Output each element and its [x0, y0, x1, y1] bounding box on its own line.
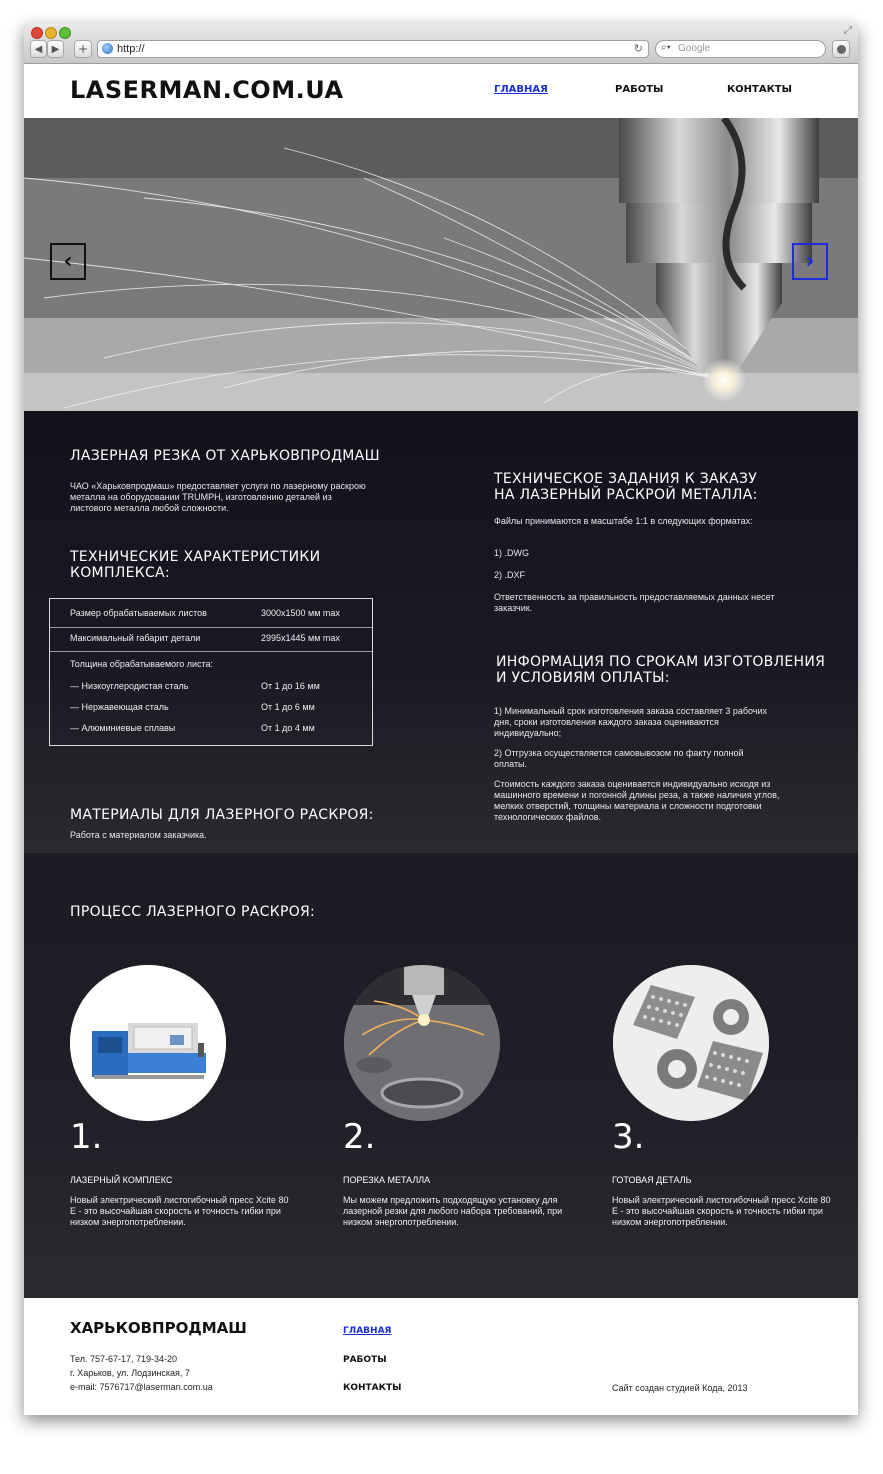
spec-value: 2995х1445 мм max — [261, 633, 340, 643]
step-description: Новый электрический листогибочный пресс Xcite 80 E - это высочайшая скорость и точность гибки при низком энергопотреблении. — [70, 1195, 289, 1227]
format-item: 1) .DWG — [494, 548, 529, 558]
footer-link-contacts[interactable]: КОНТАКТЫ — [343, 1383, 402, 1393]
cutting-illustration — [344, 965, 500, 1121]
step-image-laser-complex — [70, 965, 226, 1121]
hero-slider — [24, 118, 858, 411]
thickness-label: — Низкоуглеродистая сталь — [70, 681, 189, 691]
search-placeholder[interactable]: Google — [678, 43, 711, 54]
process-section — [24, 853, 858, 1298]
footer-credit: Сайт создан студией Кода, 2013 — [612, 1383, 748, 1393]
add-tab-button[interactable]: + — [74, 40, 92, 58]
slider-prev-button[interactable]: ‹ — [50, 243, 86, 280]
step-number: 3. — [612, 1117, 645, 1157]
thickness-value: От 1 до 16 мм — [261, 681, 320, 691]
slider-next-button[interactable]: › — [792, 243, 828, 280]
intro-text: ЧАО «Харьковпродмаш» предоставляет услуги по лазерному раскрою металла на оборудовании TRUMPH, изготовлению деталей из листового металла любой сложности. — [70, 481, 366, 513]
terms-p3: Стоимость каждого заказа оценивается индивидуально исходя из машинного времени и погонной длины реза, а также наличия углов, мелких отверстий, толщины материала и сложности подготовки технологических файлов. — [494, 779, 780, 822]
address-bar[interactable] — [97, 40, 649, 58]
step-number: 1. — [70, 1117, 103, 1157]
site-footer — [24, 1298, 858, 1415]
tech-text: Файлы принимаются в масштабе 1:1 в следующих форматах: — [494, 516, 753, 526]
search-field[interactable] — [655, 40, 826, 58]
spec-divider — [50, 627, 372, 628]
forward-button[interactable]: ▶ — [47, 40, 64, 58]
tech-title: ТЕХНИЧЕСКОЕ ЗАДАНИЯ К ЗАКАЗУ НА ЛАЗЕРНЫЙ РАСКРОЙ МЕТАЛЛА: — [494, 471, 758, 503]
minimize-window-icon[interactable] — [45, 27, 57, 39]
step-number: 2. — [343, 1117, 376, 1157]
site-header — [24, 64, 858, 118]
nav-link-works[interactable]: РАБОТЫ — [615, 84, 664, 95]
download-icon — [837, 45, 846, 54]
thickness-label: — Нержавеющая сталь — [70, 702, 169, 712]
spec-value: 3000х1500 мм max — [261, 608, 340, 618]
terms-title: ИНФОРМАЦИЯ ПО СРОКАМ ИЗГОТОВЛЕНИЯ И УСЛОВИЯМ ОПЛАТЫ: — [496, 654, 826, 686]
browser-toolbar — [24, 23, 858, 64]
site-logo[interactable]: LASERMAN.COM.UA — [70, 76, 344, 104]
specs-title: ТЕХНИЧЕСКИЕ ХАРАКТЕРИСТИКИ КОМПЛЕКСА: — [70, 549, 321, 581]
thickness-label: — Алюминиевые сплавы — [70, 723, 176, 733]
globe-icon — [102, 43, 113, 54]
close-window-icon[interactable] — [31, 27, 43, 39]
specs-table — [49, 598, 373, 746]
url-text[interactable]: http:// — [117, 43, 145, 55]
back-button[interactable]: ◀ — [30, 40, 47, 58]
terms-p2: 2) Отгрузка осуществляется самовывозом по факту полной оплаты. — [494, 748, 744, 769]
fullscreen-icon[interactable]: ⤢ — [844, 25, 852, 36]
step-image-cutting — [344, 965, 500, 1121]
spec-label: Размер обрабатываемых листов — [70, 608, 207, 618]
metal-parts-illustration — [613, 965, 769, 1121]
search-icon: ⌕▾ — [661, 42, 671, 53]
footer-company: ХАРЬКОВПРОДМАШ — [70, 1319, 247, 1337]
reload-icon[interactable]: ↻ — [633, 43, 643, 55]
laser-cutting-image — [24, 118, 858, 411]
thickness-value: От 1 до 6 мм — [261, 702, 315, 712]
process-title: ПРОЦЕСС ЛАЗЕРНОГО РАСКРОЯ: — [70, 904, 316, 920]
materials-text: Работа с материалом заказчика. — [70, 830, 207, 840]
footer-link-home[interactable]: ГЛАВНАЯ — [343, 1326, 392, 1336]
footer-phone: Тел. 757-67-17, 719-34-20 — [70, 1354, 178, 1364]
footer-link-works[interactable]: РАБОТЫ — [343, 1355, 387, 1365]
step-description: Новый электрический листогибочный пресс Xcite 80 E - это высочайшая скорость и точность гибки при низком энергопотреблении. — [612, 1195, 831, 1227]
info-section — [24, 411, 858, 853]
nav-link-home[interactable]: ГЛАВНАЯ — [494, 84, 548, 95]
materials-title: МАТЕРИАЛЫ ДЛЯ ЛАЗЕРНОГО РАСКРОЯ: — [70, 807, 374, 823]
zoom-window-icon[interactable] — [59, 27, 71, 39]
step-description: Мы можем предложить подходящую установку для лазерной резки для любого набора требований, при низком энергопотреблении. — [343, 1195, 563, 1227]
format-item: 2) .DXF — [494, 570, 526, 580]
browser-window — [24, 23, 858, 1415]
thickness-label: Толщина обрабатываемого листа: — [70, 659, 214, 669]
tech-note: Ответственность за правильность предоставляемых данных несет заказчик. — [494, 592, 775, 613]
footer-email[interactable]: e-mail: 7576717@laserman.com.ua — [70, 1382, 213, 1392]
laser-machine-illustration — [70, 965, 226, 1121]
step-caption: ПОРЕЗКА МЕТАЛЛА — [343, 1175, 431, 1185]
downloads-button[interactable] — [832, 40, 850, 58]
step-image-finished-part — [613, 965, 769, 1121]
nav-link-contacts[interactable]: КОНТАКТЫ — [727, 84, 792, 95]
spec-divider — [50, 651, 372, 652]
intro-title: ЛАЗЕРНАЯ РЕЗКА ОТ ХАРЬКОВПРОДМАШ — [70, 448, 380, 464]
thickness-value: От 1 до 4 мм — [261, 723, 315, 733]
step-caption: ЛАЗЕРНЫЙ КОМПЛЕКС — [70, 1175, 173, 1185]
footer-address: г. Харьков, ул. Лодзинская, 7 — [70, 1368, 190, 1378]
spec-label: Максимальный габарит детали — [70, 633, 201, 643]
step-caption: ГОТОВАЯ ДЕТАЛЬ — [612, 1175, 692, 1185]
terms-p1: 1) Минимальный срок изготовления заказа составляет 3 рабочих дня, сроки изготовления каждого заказа оцениваются индивидуально; — [494, 706, 768, 738]
